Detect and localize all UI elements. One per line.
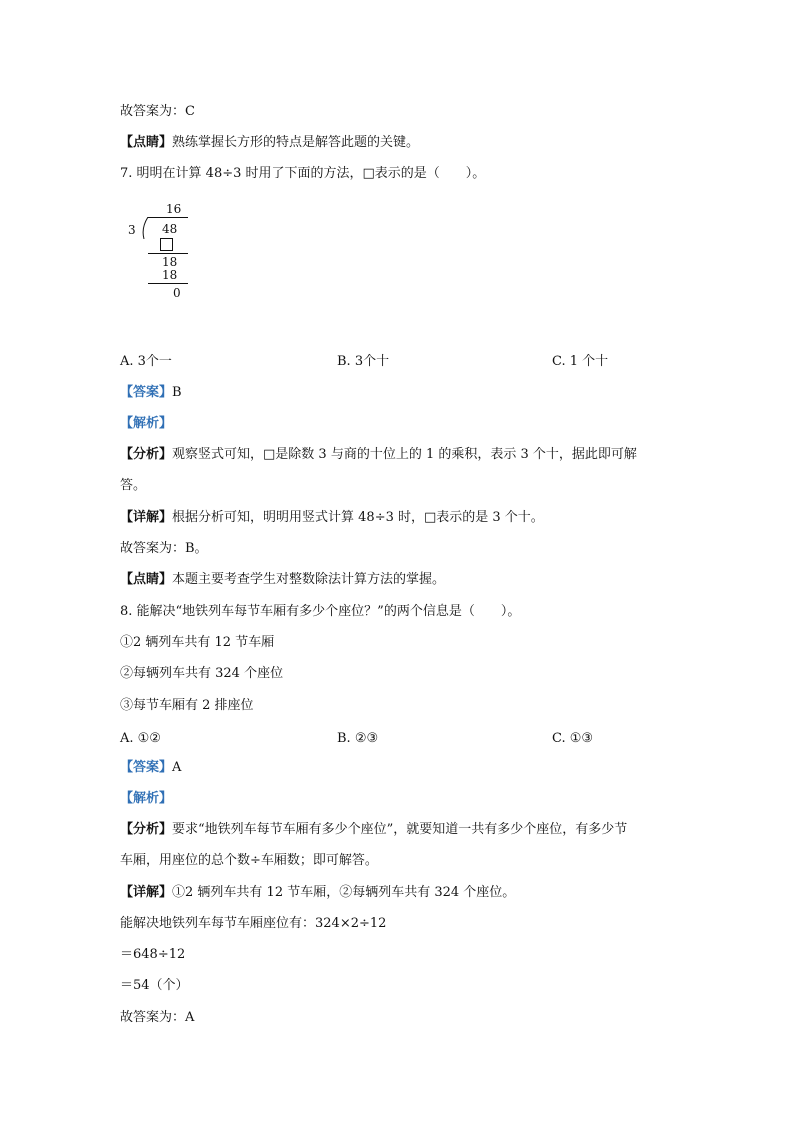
- q7-analysis-line-2: 答。: [120, 478, 147, 493]
- q8-analysis-line-1: [120, 821, 627, 839]
- q8-option-c: C. ①③: [552, 731, 594, 746]
- question-7: 7. 明明在计算 48÷3 时用了下面的方法，□表示的是（ ）。: [120, 166, 486, 181]
- placeholder-box: [160, 238, 173, 251]
- subtract-line-2: [148, 283, 188, 284]
- analysis-text: 观察竖式可知，□是除数 3 与商的十位上的 1 的乘积，表示 3 个十，据此即可解: [172, 447, 637, 462]
- detail-tag: 【详解】: [120, 885, 173, 900]
- division-bracket: [140, 217, 150, 239]
- final-remainder: 0: [173, 286, 181, 300]
- q8-detail-line: [120, 884, 515, 902]
- q7-final-answer: 故答案为：B。: [120, 541, 208, 556]
- q8-answer-line: [120, 759, 181, 777]
- q8-info-2: ②每辆列车共有 324 个座位: [120, 666, 284, 681]
- q8-option-b: B. ②③: [337, 731, 379, 746]
- q8-calc-line-2: ＝648÷12: [120, 947, 186, 962]
- q7-option-a: A. 3个一: [120, 354, 172, 369]
- question-8: 8. 能解决“地铁列车每节车厢有多少个座位？”的两个信息是（ ）。: [120, 604, 521, 619]
- answer-tag: 【答案】: [120, 385, 173, 400]
- analysis-tag: 【分析】: [120, 822, 173, 837]
- q8-analysis-line-2: 车厢，用座位的总个数÷车厢数；即可解答。: [120, 853, 378, 868]
- q7-dianjing-line: [120, 571, 445, 589]
- answer-value: A: [172, 760, 182, 775]
- remainder-step-2: 18: [162, 268, 178, 282]
- dianjing-line: [120, 134, 419, 152]
- dianjing-text: 本题主要考查学生对整数除法计算方法的掌握。: [172, 572, 446, 587]
- q8-jiexi-tag: 【解析】: [120, 791, 173, 806]
- answer-value: B: [172, 385, 182, 400]
- q8-option-a: A. ①②: [120, 731, 161, 746]
- q8-info-1: ①2 辆列车共有 12 节车厢: [120, 635, 275, 650]
- q7-answer-line: [120, 384, 182, 402]
- subtract-line-1: [148, 253, 188, 254]
- q8-calc-line-3: ＝54（个）: [120, 978, 189, 993]
- q8-final-answer: 故答案为：A: [120, 1010, 195, 1025]
- divisor: 3: [128, 223, 136, 237]
- dividend: 48: [162, 222, 178, 236]
- q7-option-c: C. 1 个十: [552, 354, 609, 369]
- remainder-step-1: 18: [162, 255, 178, 269]
- analysis-text: 要求“地铁列车每节车厢有多少个座位”，就要知道一共有多少个座位，有多少节: [172, 822, 628, 837]
- dianjing-tag: 【点睛】: [120, 572, 173, 587]
- division-bar: [148, 217, 188, 218]
- q7-jiexi-tag: 【解析】: [120, 416, 173, 431]
- quotient: 16: [166, 202, 182, 216]
- detail-tag: 【详解】: [120, 510, 173, 525]
- dianjing-text: 熟练掌握长方形的特点是解答此题的关键。: [172, 135, 420, 150]
- dianjing-tag: 【点睛】: [120, 135, 173, 150]
- detail-text: ①2 辆列车共有 12 节车厢，②每辆列车共有 324 个座位。: [172, 885, 516, 900]
- detail-text: 根据分析可知，明明用竖式计算 48÷3 时，□表示的是 3 个十。: [172, 510, 544, 525]
- q8-calc-line-1: 能解决地铁列车每节车厢座位有：324×2÷12: [120, 916, 387, 931]
- answer-tag: 【答案】: [120, 760, 173, 775]
- q8-info-3: ③每节车厢有 2 排座位: [120, 698, 254, 713]
- q7-detail-line: [120, 509, 544, 527]
- q7-analysis-line-1: [120, 446, 637, 464]
- long-division: [120, 198, 210, 308]
- answer-line: 故答案为：C: [120, 104, 195, 119]
- q7-option-b: B. 3个十: [337, 354, 390, 369]
- analysis-tag: 【分析】: [120, 447, 173, 462]
